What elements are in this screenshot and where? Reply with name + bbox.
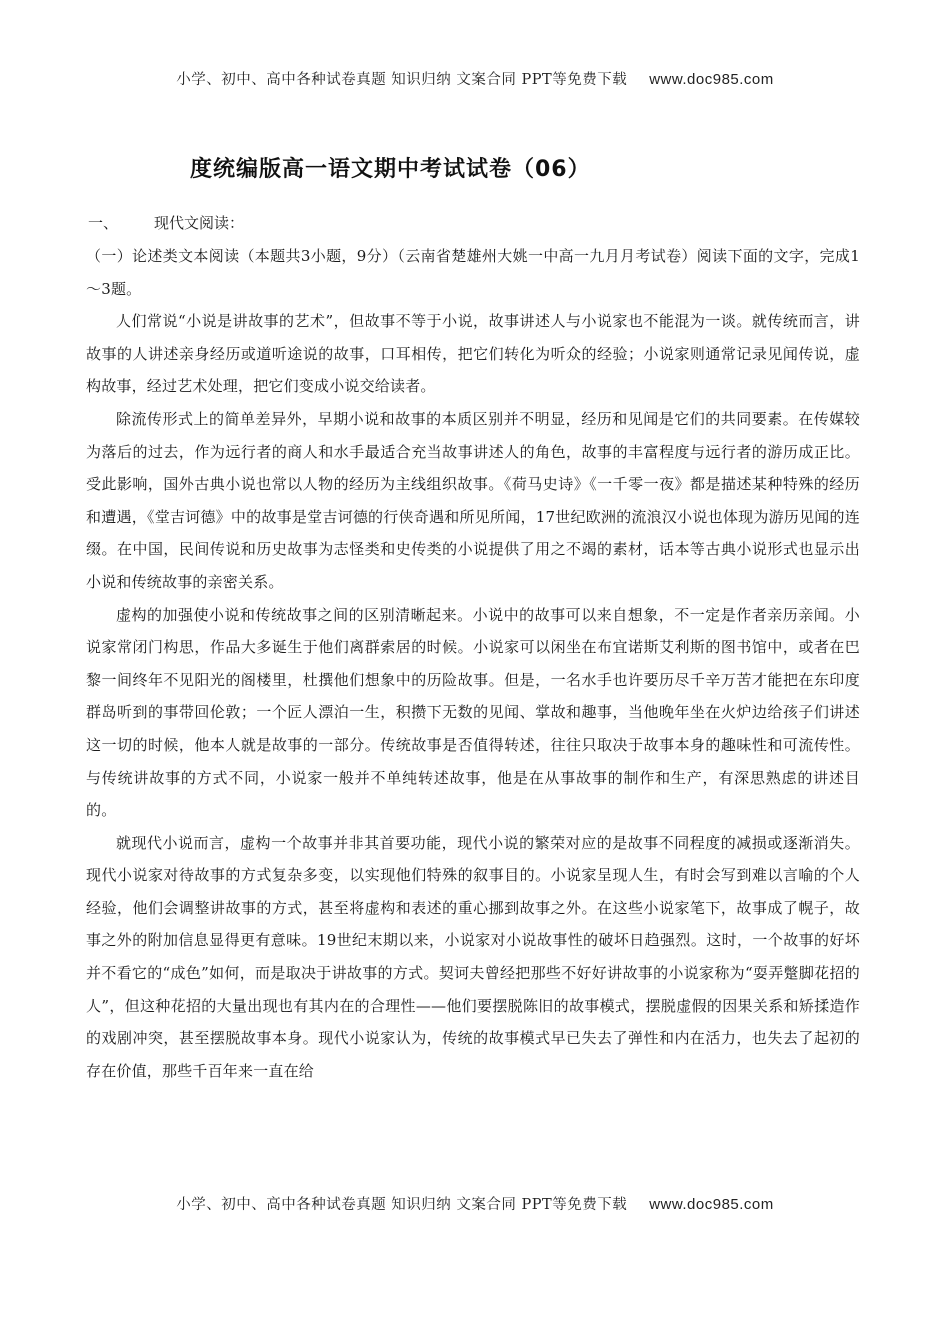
passage-paragraph-4: 就现代小说而言，虚构一个故事并非其首要功能，现代小说的繁荣对应的是故事不同程度的减损或逐渐消失。现代小说家对待故事的方式复杂多变，以实现他们特殊的叙事目的。小说家呈现人生，有时会写到难以言喻的个人经验，他们会调整讲故事的方式，甚至将虚构和表述的重心挪到故事之外。在这些小说家笔下，故事成了幌子，故事之外的附加信息显得更有意味。19世纪末期以来，小说家对小说故事性的破坏日趋强烈。这时，一个故事的好坏并不看它的“成色”如何，而是取决于讲故事的方式。契诃夫曾经把那些不好好讲故事的小说家称为“耍弄蹩脚花招的人”，但这种花招的大量出现也有其内在的合理性——他们要摆脱陈旧的故事模式，摆脱虚假的因果关系和矫揉造作的戏剧冲突，甚至摆脱故事本身。现代小说家认为，传统的故事模式早已失去了弹性和内在活力，也失去了起初的存在价值，那些千百年来一直在给 (86, 833, 860, 1080)
section-number: 一、 (88, 214, 119, 232)
question-intro: （一）论述类文本阅读（本题共3小题，9分）（云南省楚雄州大姚一中高一九月月考试卷）阅读下面的文字，完成1～3题。 (86, 247, 860, 298)
header-text: 小学、初中、高中各种试卷真题 知识归纳 文案合同 PPT等免费下载 (176, 72, 628, 88)
page-header (0, 68, 950, 89)
footer-url-link[interactable]: www.doc985.com (649, 1196, 774, 1213)
header-url-link[interactable]: www.doc985.com (649, 71, 774, 88)
page-footer (0, 1193, 950, 1214)
section-heading (88, 212, 244, 233)
passage-paragraph-1: 人们常说“小说是讲故事的艺术”，但故事不等于小说，故事讲述人与小说家也不能混为一谈。就传统而言，讲故事的人讲述亲身经历或道听途说的故事，口耳相传，把它们转化为听众的经验；小说家则通常记录见闻传说，虚构故事，经过艺术处理，把它们变成小说交给读者。 (86, 312, 860, 396)
passage-paragraph-3: 虚构的加强使小说和传统故事之间的区别清晰起来。小说中的故事可以来自想象，不一定是作者亲历亲闻。小说家常闭门构思，作品大多诞生于他们离群索居的时候。小说家可以闲坐在布宜诺斯艾利斯的图书馆中，或者在巴黎一间终年不见阳光的阁楼里，杜撰他们想象中的历险故事。但是，一名水手也许要历尽千辛万苦才能把在东印度群岛听到的事带回伦敦；一个匠人漂泊一生，积攒下无数的见闻、掌故和趣事，当他晚年坐在火炉边给孩子们讲述这一切的时候，他本人就是故事的一部分。传统故事是否值得转述，往往只取决于故事本身的趣味性和可流传性。与传统讲故事的方式不同，小说家一般并不单纯转述故事，他是在从事故事的制作和生产，有深思熟虑的讲述目的。 (86, 605, 860, 820)
section-label: 现代文阅读： (154, 214, 245, 232)
passage-paragraph-2: 除流传形式上的简单差异外，早期小说和故事的本质区别并不明显，经历和见闻是它们的共同要素。在传媒较为落后的过去，作为远行者的商人和水手最适合充当故事讲述人的角色，故事的丰富程度与远行者的游历成正比。受此影响，国外古典小说也常以人物的经历为主线组织故事。《荷马史诗》《一千零一夜》都是描述某种特殊的经历和遭遇，《堂吉诃德》中的故事是堂吉诃德的行侠奇遇和所见所闻，17世纪欧洲的流浪汉小说也体现为游历见闻的连缀。在中国，民间传说和历史故事为志怪类和史传类的小说提供了用之不竭的素材，话本等古典小说形式也显示出小说和传统故事的亲密关系。 (86, 409, 860, 591)
footer-text: 小学、初中、高中各种试卷真题 知识归纳 文案合同 PPT等免费下载 (176, 1197, 628, 1213)
reading-passage (86, 240, 860, 1087)
document-title: 度统编版高一语文期中考试试卷（06） (190, 157, 591, 182)
